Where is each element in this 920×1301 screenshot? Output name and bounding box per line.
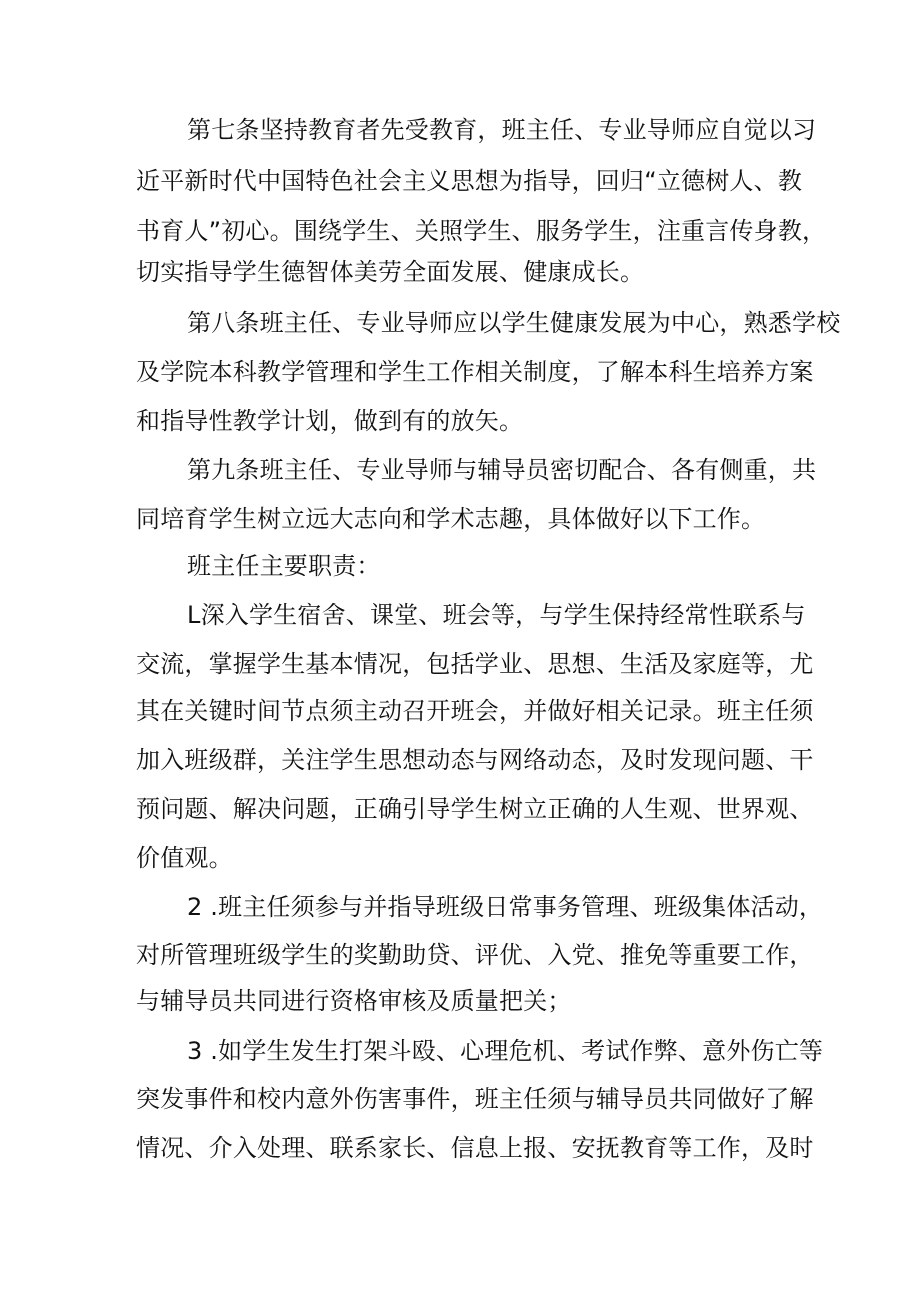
- duty-1-line-2: 交流，掌握学生基本情况，包括学业、思想、生活及家庭等，尤: [136, 650, 814, 678]
- section-heading: 班主任主要职责：: [187, 552, 381, 580]
- duty-2-line-3: 与辅导员共同进行资格审核及质量把关；: [136, 987, 572, 1015]
- article-7-line-4: 切实指导学生德智体美劳全面发展、健康成长。: [136, 258, 645, 286]
- duty-2-line-2: 对所管理班级学生的奖勤助贷、评优、入党、推免等重要工作，: [136, 941, 814, 969]
- duty-3-line-1: 3 .如学生发生打架斗殴、心理危机、考试作弊、意外伤亡等: [187, 1037, 824, 1065]
- duty-3-line-3: 情况、介入处理、联系家长、信息上报、安抚教育等工作，及时: [136, 1134, 814, 1162]
- duty-1-line-4: 加入班级群，关注学生思想动态与网络动态，及时发现问题、干: [136, 746, 814, 774]
- article-9-line-1: 第九条班主任、专业导师与辅导员密切配合、各有侧重，共: [187, 456, 817, 484]
- article-7-line-3: 书育人”初心。围绕学生、关照学生、服务学生，注重言传身教，: [136, 217, 827, 245]
- duty-2-line-1: 2 .班主任须参与并指导班级日常事务管理、班级集体活动，: [187, 893, 824, 921]
- duty-1-line-3: 其在关键时间节点须主动召开班会，并做好相关记录。班主任须: [136, 697, 814, 725]
- article-8-line-1: 第八条班主任、专业导师应以学生健康发展为中心，熟悉学校: [187, 309, 841, 337]
- duty-1-line-6: 价值观。: [136, 844, 233, 872]
- article-8-line-3: 和指导性教学计划，做到有的放矢。: [136, 407, 524, 435]
- duty-1-line-1: L深入学生宿舍、课堂、班会等，与学生保持经常性联系与: [187, 601, 806, 629]
- article-8-line-2: 及学院本科教学管理和学生工作相关制度，了解本科生培养方案: [136, 358, 814, 386]
- duty-1-line-5: 预问题、解决问题，正确引导学生树立正确的人生观、世界观、: [136, 795, 814, 823]
- article-9-line-2: 同培育学生树立远大志向和学术志趣，具体做好以下工作。: [136, 505, 766, 533]
- article-7-line-1: 第七条坚持教育者先受教育，班主任、专业导师应自觉以习: [187, 116, 817, 144]
- duty-3-line-2: 突发事件和校内意外伤害事件，班主任须与辅导员共同做好了解: [136, 1085, 814, 1113]
- article-7-line-2: 近平新时代中国特色社会主义思想为指导，回归“立德树人、教: [136, 167, 803, 195]
